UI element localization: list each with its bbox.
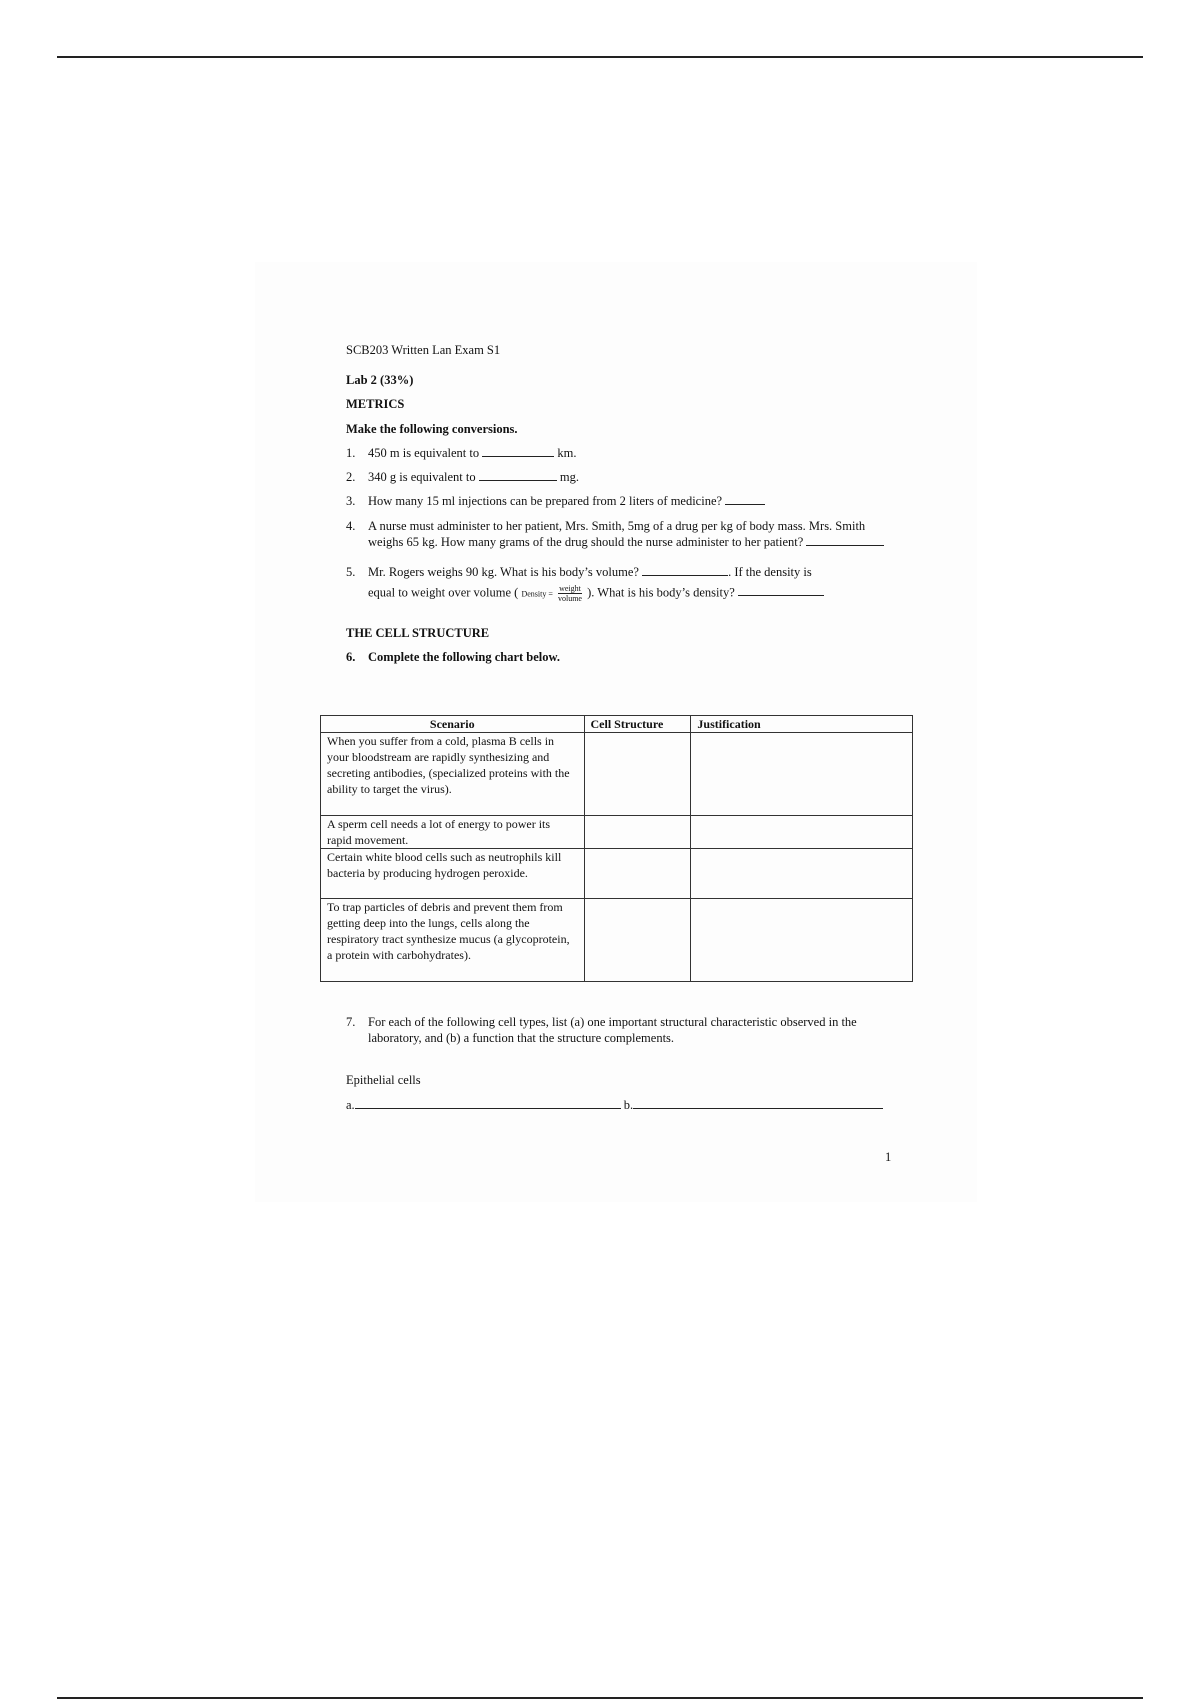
unit-label: mg. [559, 470, 579, 484]
formula-numerator: weight [559, 584, 581, 593]
answer-blank[interactable] [479, 469, 557, 481]
question-6 [346, 649, 891, 665]
question-text: 450 m is equivalent to [368, 446, 480, 460]
question-text: equal to weight over volume ( [368, 585, 519, 600]
table-row [321, 899, 913, 982]
cell-structure-answer[interactable] [584, 816, 691, 849]
density-formula-lhs: Density = [521, 589, 553, 599]
epithelial-answers [346, 1097, 891, 1113]
table-header-row [321, 716, 913, 733]
document-header: SCB203 Written Lan Exam S1 [346, 343, 501, 357]
question-text: Complete the following chart below. [368, 650, 560, 664]
table-row [321, 816, 913, 849]
table-row [321, 849, 913, 899]
question-text: Mr. Rogers weighs 90 kg. What is his body’s volume? [368, 565, 639, 579]
scenario-cell: When you suffer from a cold, plasma B cells in your bloodstream are rapidly synthesizing and secreting antibodies, (specialized proteins with the ability to target the virus). [321, 733, 585, 816]
question-number: 4. [346, 519, 356, 533]
question-number: 2. [346, 470, 356, 484]
justification-answer[interactable] [691, 816, 913, 849]
justification-answer[interactable] [691, 849, 913, 899]
answer-blank[interactable] [725, 493, 765, 505]
document-page [255, 262, 977, 1202]
question-number: 6. [346, 650, 356, 664]
formula-denominator: volume [557, 594, 582, 603]
question-text: For each of the following cell types, list (a) one important structural characteristic observed in the laboratory, and (b) a function that the structure complements. [368, 1015, 857, 1045]
scenario-cell: To trap particles of debris and prevent them from getting deep into the lungs, cells along the respiratory tract synthesize mucus (a glycoprotein, a protein with carbohydrates). [321, 899, 585, 982]
density-answer-blank[interactable] [738, 584, 824, 596]
question-text: 340 g is equivalent to [368, 470, 476, 484]
answer-b-blank[interactable] [633, 1097, 883, 1109]
justification-answer[interactable] [691, 899, 913, 982]
cell-structure-answer[interactable] [584, 849, 691, 899]
section-heading-metrics: METRICS [346, 397, 405, 411]
question-2 [346, 469, 891, 485]
question-4 [346, 518, 891, 550]
question-text: How many 15 ml injections can be prepared from 2 liters of medicine? [368, 494, 723, 508]
density-formula-fraction [558, 584, 582, 603]
question-5-line-2 [346, 584, 891, 603]
top-rule [57, 56, 1143, 58]
page-content [346, 342, 891, 665]
column-header-cell-structure: Cell Structure [584, 716, 691, 733]
section-heading-cell-structure: THE CELL STRUCTURE [346, 626, 490, 640]
conversions-instruction: Make the following conversions. [346, 422, 518, 436]
question-text: A nurse must administer to her patient, Mrs. Smith, 5mg of a drug per kg of body mass. Mrs. Smith weighs 65 kg. How many grams of the drug should the nurse administer to her patient? [368, 519, 866, 549]
question-number: 3. [346, 494, 356, 508]
question-3 [346, 493, 891, 509]
scenario-cell: A sperm cell needs a lot of energy to power its rapid movement. [321, 816, 585, 849]
answer-b-label: b. [623, 1098, 634, 1112]
question-number: 1. [346, 446, 356, 460]
cell-structure-chart [320, 715, 913, 982]
page-number: 1 [885, 1150, 892, 1164]
unit-label: km. [557, 446, 577, 460]
question-number: 7. [346, 1015, 356, 1029]
answer-blank[interactable] [482, 445, 554, 457]
question-1 [346, 445, 891, 461]
column-header-scenario: Scenario [321, 716, 585, 733]
table-row [321, 733, 913, 816]
cell-structure-answer[interactable] [584, 733, 691, 816]
answer-a-label: a. [346, 1098, 355, 1112]
cell-type-label: Epithelial cells [346, 1073, 421, 1087]
question-number: 5. [346, 565, 356, 579]
lab-title: Lab 2 (33%) [346, 373, 414, 387]
column-header-justification: Justification [691, 716, 913, 733]
volume-answer-blank[interactable] [642, 564, 728, 576]
answer-a-blank[interactable] [355, 1097, 621, 1109]
question-7-block [346, 1014, 891, 1113]
question-text: . If the density is [728, 565, 812, 579]
question-7 [346, 1014, 891, 1046]
cell-structure-answer[interactable] [584, 899, 691, 982]
scenario-cell: Certain white blood cells such as neutrophils kill bacteria by producing hydrogen peroxide. [321, 849, 585, 899]
answer-blank[interactable] [806, 534, 884, 546]
justification-answer[interactable] [691, 733, 913, 816]
question-text: ). What is his body’s density? [587, 585, 735, 600]
question-5-line-1 [346, 564, 891, 580]
bottom-rule [57, 1697, 1143, 1699]
